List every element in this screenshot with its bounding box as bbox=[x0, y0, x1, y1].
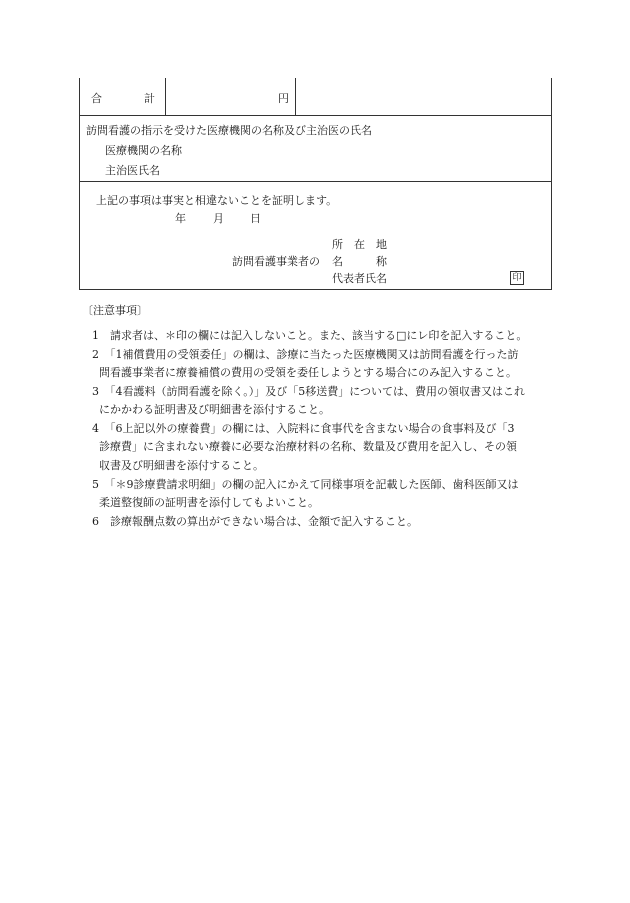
total-row bbox=[80, 78, 551, 116]
notes-heading: 〔注意事項〕 bbox=[82, 304, 148, 317]
total-label-cell bbox=[80, 78, 166, 115]
total-label-right: 計 bbox=[144, 92, 155, 105]
note-line: 2 「1補償費用の受領委任」の欄は、診療に当たった医療機関又は訪問看護を行った訪 bbox=[92, 348, 519, 361]
note-line: 3 「4看護料（訪問看護を除く。）」及び「5移送費」については、費用の領収書又はこれ bbox=[92, 385, 526, 398]
seal-mark: 印 bbox=[510, 271, 524, 285]
institution-name-label: 医療機関の名称 bbox=[105, 144, 182, 157]
certification-text: 上記の事項は事実と相違ないことを証明します。 bbox=[96, 194, 338, 207]
note-line: 6 診療報酬点数の算出ができない場合は、金額で記入すること。 bbox=[92, 515, 418, 528]
note-line: 診療費」に含まれない療養に必要な治療材料の名称、数量及び費用を記入し、その領 bbox=[99, 440, 517, 453]
institution-heading: 訪問看護の指示を受けた医療機関の名称及び主治医の氏名 bbox=[86, 124, 372, 137]
institution-section bbox=[80, 116, 551, 182]
date-year: 年 bbox=[175, 212, 186, 225]
note-line: 収書及び明細書を添付すること。 bbox=[99, 459, 264, 472]
address-label: 所 在 地 bbox=[332, 238, 387, 251]
name-label: 名 称 bbox=[332, 255, 387, 268]
note-line: 4 「6上記以外の療養費」の欄には、入院料に食事代を含まない場合の食事料及び「3 bbox=[92, 422, 515, 435]
certification-form bbox=[79, 78, 552, 290]
note-line: にかかわる証明書及び明細書を添付すること。 bbox=[99, 403, 330, 416]
note-line: 柔道整復師の証明書を添付してもよいこと。 bbox=[99, 496, 319, 509]
note-line: 5 「＊9診療費請求明細」の欄の記入にかえて同様事項を記載した医師、歯科医師又は bbox=[92, 478, 519, 491]
note-line: 問看護事業者に療養補償の費用の受領を委任しようとする場合にのみ記入すること。 bbox=[99, 366, 517, 379]
doctor-name-label: 主治医氏名 bbox=[105, 164, 160, 177]
date-month: 月 bbox=[213, 212, 224, 225]
yen-unit: 円 bbox=[278, 92, 289, 105]
total-label-left: 合 bbox=[91, 92, 102, 105]
total-amount-field[interactable] bbox=[166, 78, 296, 115]
representative-label: 代表者氏名 bbox=[332, 272, 387, 285]
certification-section bbox=[80, 182, 551, 290]
provider-label: 訪問看護事業者の bbox=[232, 255, 320, 268]
note-line: 1 請求者は、＊印の欄には記入しないこと。また、該当する□にレ印を記入すること。 bbox=[92, 329, 528, 342]
date-day: 日 bbox=[250, 212, 261, 225]
